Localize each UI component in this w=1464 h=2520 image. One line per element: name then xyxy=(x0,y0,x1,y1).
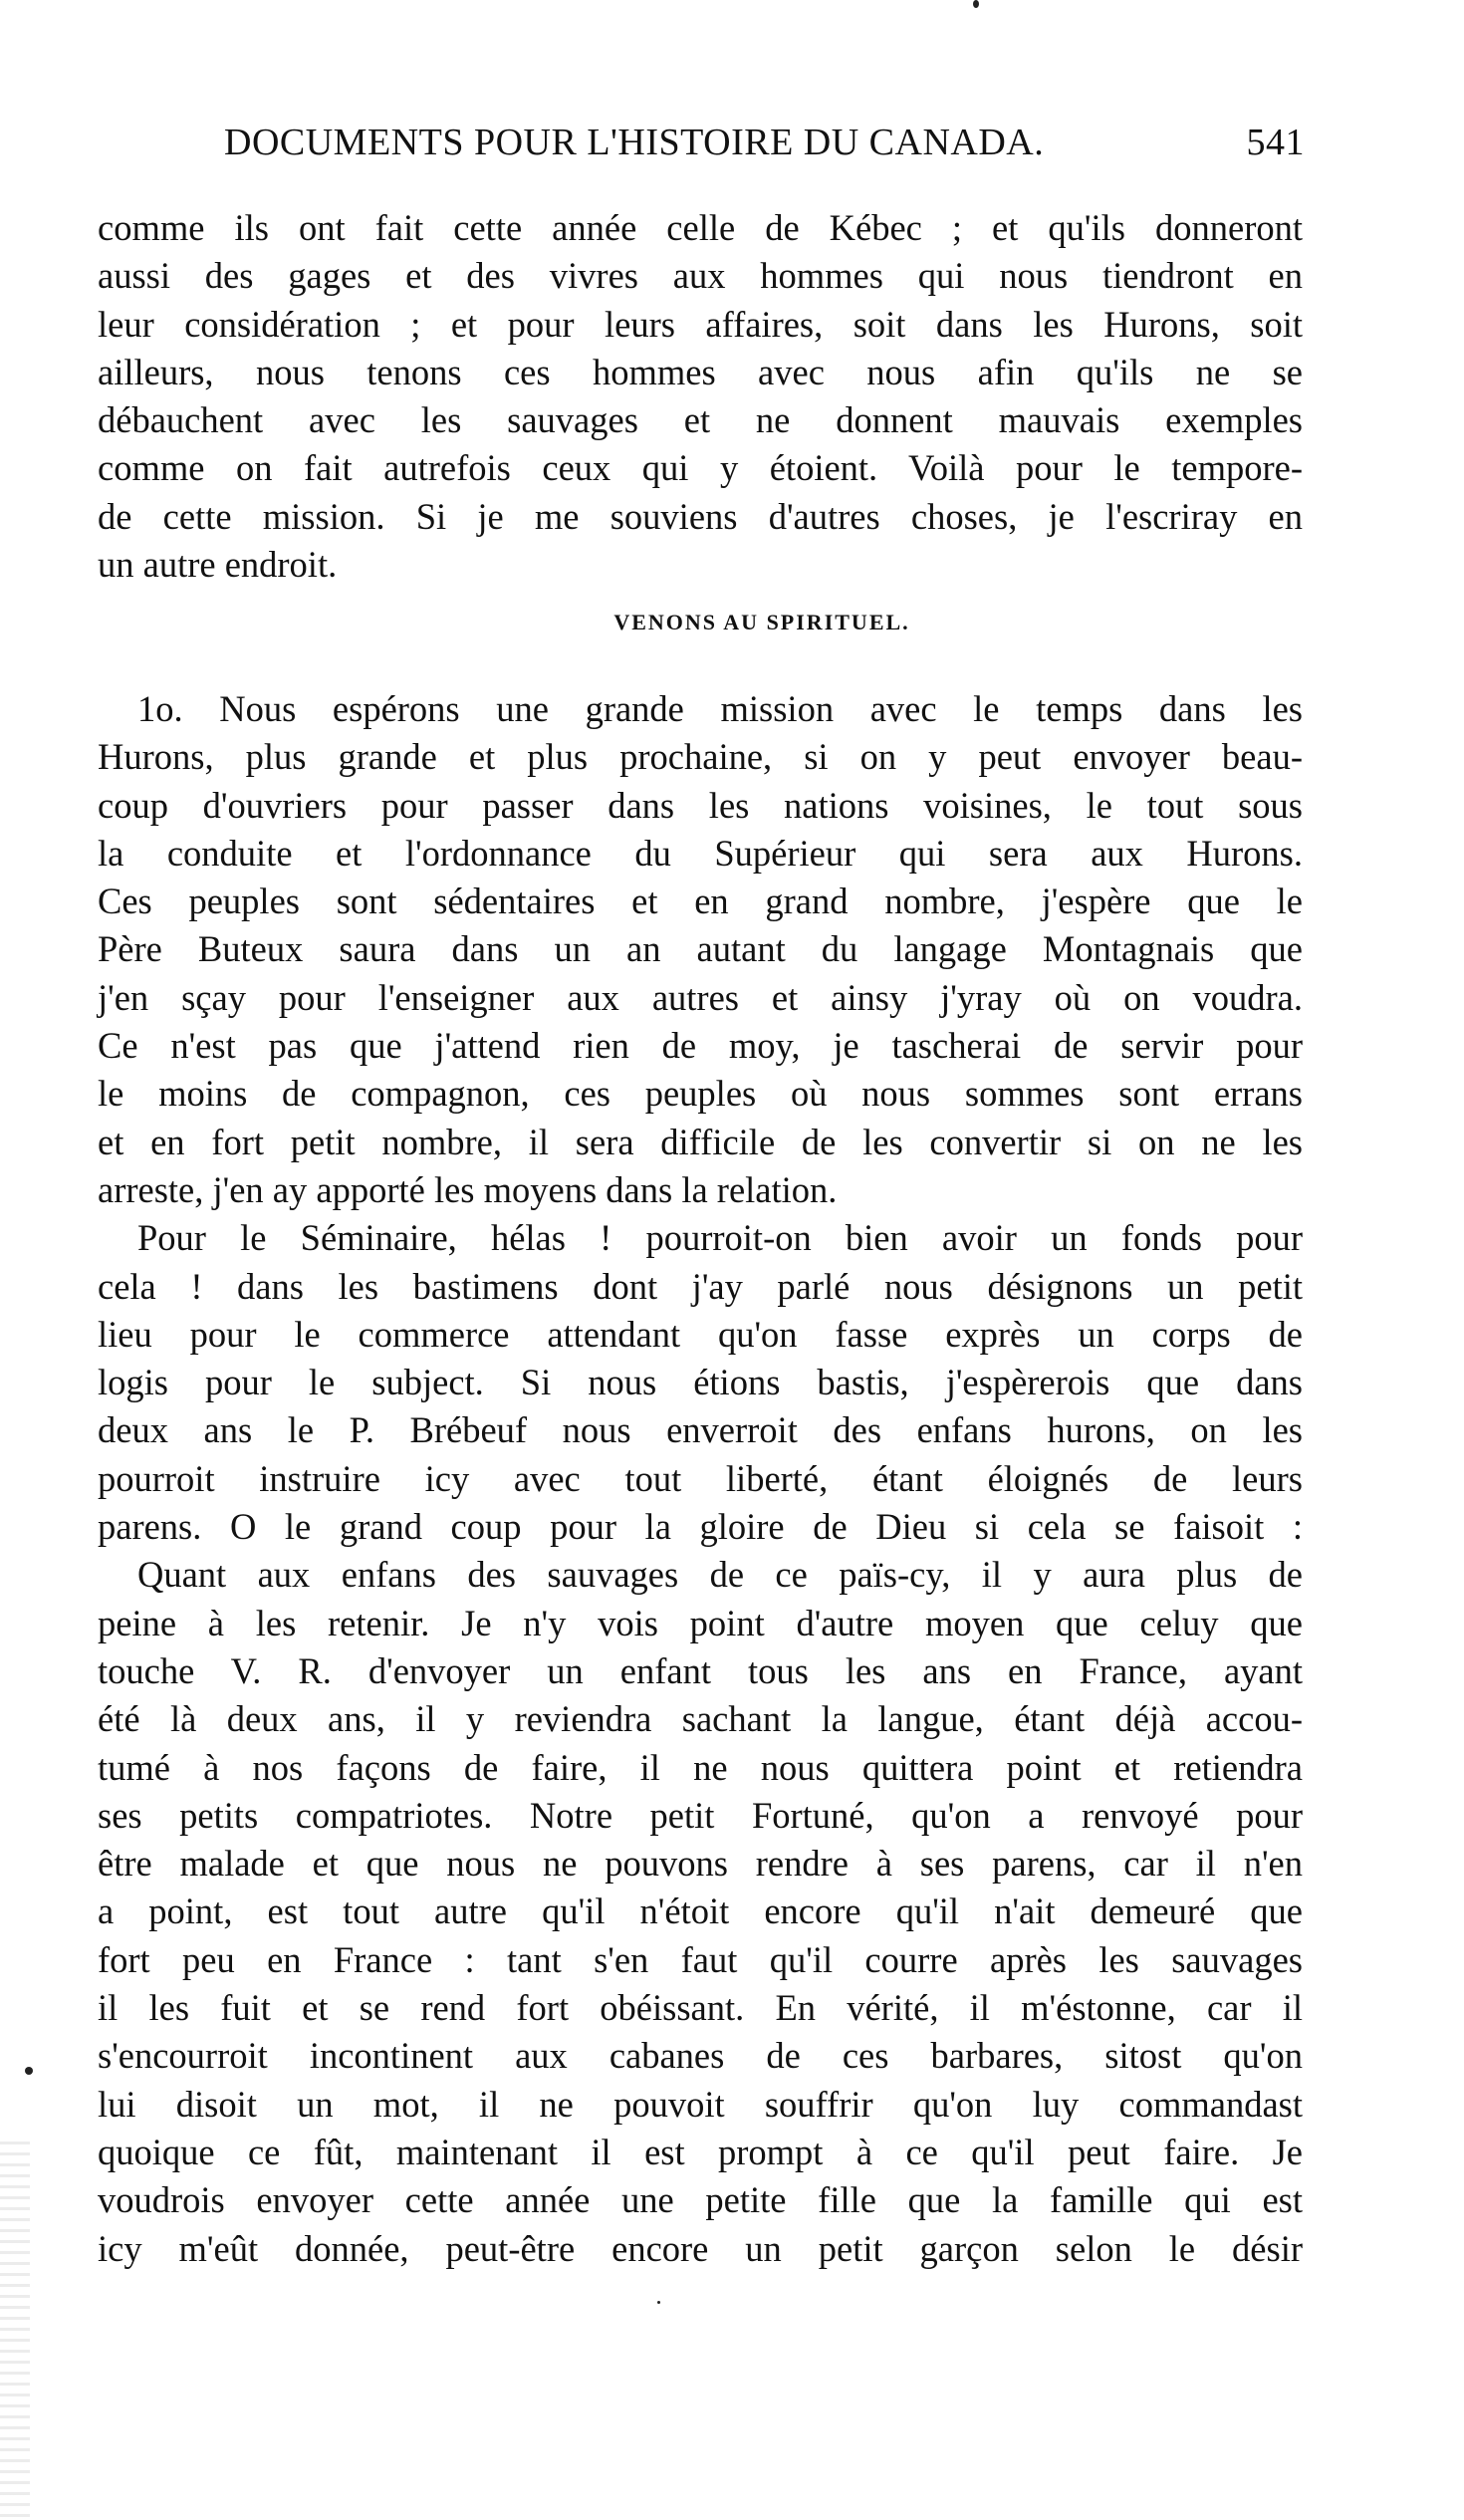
running-title: DOCUMENTS POUR L'HISTOIRE DU CANADA. xyxy=(224,122,1045,163)
text-line: Ces peuples sont sédentaires et en grand nombre, j'espère que le xyxy=(98,881,1303,922)
text-line: deux ans le P. Brébeuf nous enverroit des enfans hurons, on les xyxy=(98,1409,1303,1451)
section-heading: VENONS AU SPIRITUEL. xyxy=(613,610,910,634)
text-line: j'en sçay pour l'enseigner aux autres et ainsy j'yray où on voudra. xyxy=(98,976,1303,1018)
text-line: un autre endroit. xyxy=(98,544,338,586)
text-line: fort peu en France : tant s'en faut qu'il courre après les sauvages xyxy=(98,1938,1303,1980)
text-line: lieu pour le commerce attendant qu'on fasse exprès un corps de xyxy=(98,1313,1303,1355)
text-line: voudrois envoyer cette année une petite fille que la famille qui est xyxy=(98,2179,1303,2221)
text-line: tumé à nos façons de faire, il ne nous quittera point et retiendra xyxy=(98,1746,1303,1788)
text-line: Hurons, plus grande et plus prochaine, si on y peut envoyer beau- xyxy=(98,736,1303,778)
scan-speck xyxy=(973,0,979,8)
paragraph-spiritual xyxy=(98,685,1303,2273)
text-line: Quant aux enfans des sauvages de ce païs-cy, il y aura plus de xyxy=(137,1554,1303,1596)
text-line: et en fort petit nombre, il sera difficile de les convertir si on ne les xyxy=(98,1121,1303,1162)
text-line: cela ! dans les bastimens dont j'ay parlé nous désignons un petit xyxy=(98,1265,1303,1307)
text-line: aussi des gages et des vivres aux hommes qui nous tiendront en xyxy=(98,255,1303,297)
text-line: Ce n'est pas que j'attend rien de moy, je tascherai de servir pour xyxy=(98,1025,1303,1067)
text-line: coup d'ouvriers pour passer dans les nations voisines, le tout sous xyxy=(98,784,1303,826)
text-line: peine à les retenir. Je n'y vois point d'autre moyen que celuy que xyxy=(98,1602,1303,1643)
text-line: être malade et que nous ne pouvons rendre à ses parens, car il n'en xyxy=(98,1843,1303,1885)
text-line: logis pour le subject. Si nous étions bastis, j'espèrerois que dans xyxy=(98,1362,1303,1403)
text-line: de cette mission. Si je me souviens d'autres choses, je l'escriray en xyxy=(98,495,1303,537)
text-line: pourroit instruire icy avec tout liberté, étant éloignés de leurs xyxy=(98,1457,1303,1499)
text-line: ailleurs, nous tenons ces hommes avec nous afin qu'ils ne se xyxy=(98,351,1303,392)
text-line: arreste, j'en ay apporté les moyens dans la relation. xyxy=(98,1168,838,1210)
text-line: touche V. R. d'envoyer un enfant tous les ans en France, ayant xyxy=(98,1649,1303,1691)
scan-edge-noise xyxy=(0,2142,30,2520)
text-line: débauchent avec les sauvages et ne donnent mauvais exemples xyxy=(98,399,1303,441)
text-line: comme ils ont fait cette année celle de Kébec ; et qu'ils donneront xyxy=(98,207,1303,248)
text-line: la conduite et l'ordonnance du Supérieur qui sera aux Hurons. xyxy=(98,832,1303,874)
text-line: a point, est tout autre qu'il n'étoit encore qu'il n'ait demeuré que xyxy=(98,1890,1303,1932)
running-header xyxy=(209,115,1305,174)
text-line: parens. O le grand coup pour la gloire de Dieu si cela se faisoit : xyxy=(98,1506,1303,1548)
page-number: 541 xyxy=(1246,122,1305,163)
text-line: s'encourroit incontinent aux cabanes de ces barbares, sitost qu'on xyxy=(98,2035,1303,2077)
scan-speck xyxy=(657,2301,660,2304)
text-line: Pour le Séminaire, hélas ! pourroit-on bien avoir un fonds pour xyxy=(137,1217,1303,1259)
text-line: comme on fait autrefois ceux qui y étoient. Voilà pour le tempore- xyxy=(98,447,1303,489)
scan-speck xyxy=(25,2067,33,2075)
paragraph-continued xyxy=(98,204,1303,589)
text-line: 1o. Nous espérons une grande mission avec le temps dans les xyxy=(137,688,1303,729)
text-line: ses petits compatriotes. Notre petit Fortuné, qu'on a renvoyé pour xyxy=(98,1794,1303,1836)
text-line: il les fuit et se rend fort obéissant. En vérité, il m'éstonne, car il xyxy=(98,1987,1303,2029)
text-line: été là deux ans, il y reviendra sachant la langue, étant déjà accou- xyxy=(98,1698,1303,1740)
text-line: Père Buteux saura dans un an autant du langage Montagnais que xyxy=(98,928,1303,970)
text-line: lui disoit un mot, il ne pouvoit souffrir qu'on luy commandast xyxy=(98,2083,1303,2125)
text-line: quoique ce fût, maintenant il est prompt à ce qu'il peut faire. Je xyxy=(98,2131,1303,2172)
text-line: icy m'eût donnée, peut-être encore un petit garçon selon le désir xyxy=(98,2227,1303,2269)
text-line: le moins de compagnon, ces peuples où nous sommes sont errans xyxy=(98,1073,1303,1115)
text-line: leur considération ; et pour leurs affaires, soit dans les Hurons, soit xyxy=(98,303,1303,345)
